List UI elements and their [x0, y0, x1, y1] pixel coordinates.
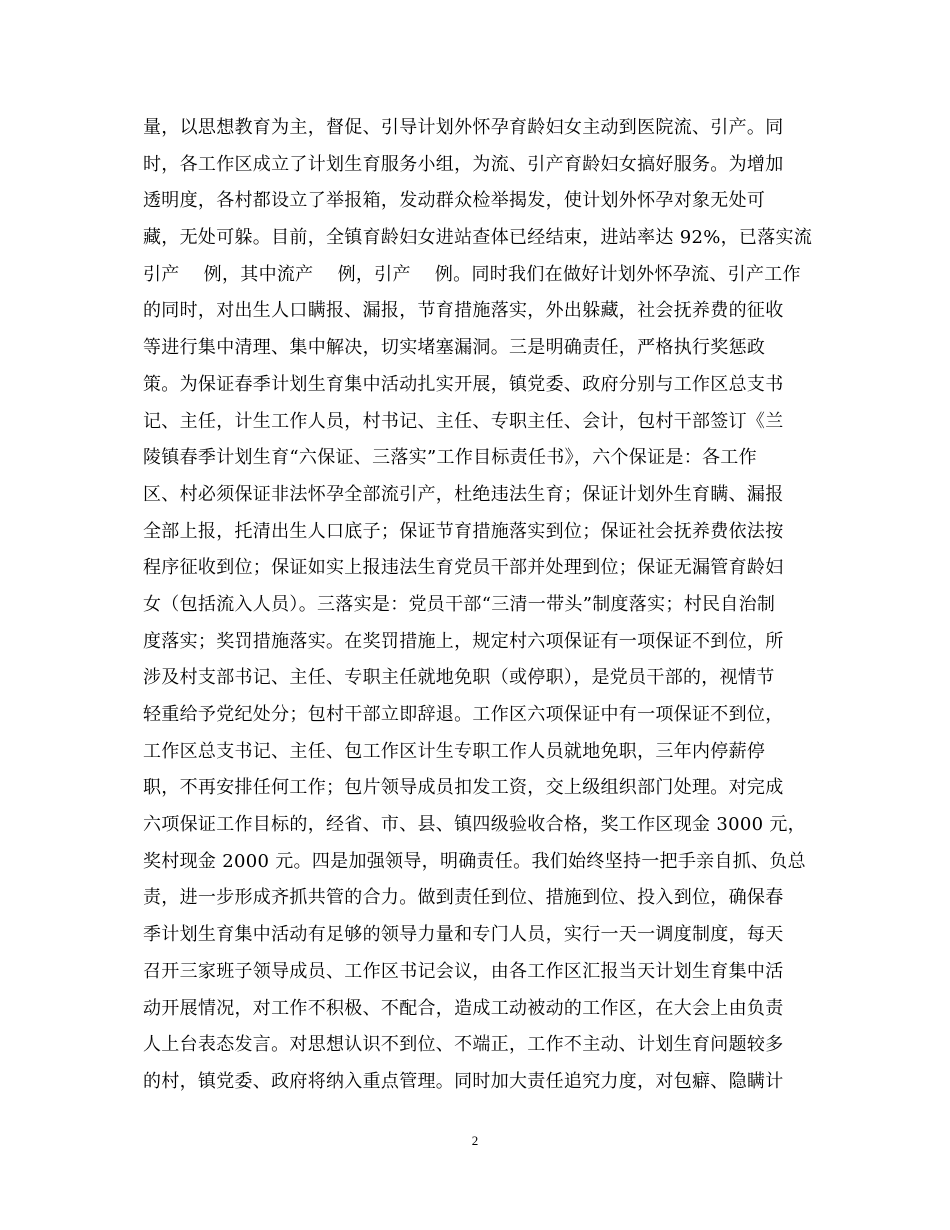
text-line: 陵镇春季计划生育“六保证、三落实”工作目标责任书》，六个保证是：各工作 [143, 447, 757, 469]
text-line: 度落实；奖罚措施落实。在奖罚措施上，规定村六项保证有一项保证不到位，所 [143, 630, 784, 652]
text-line: 等进行集中清理、集中解决，切实堵塞漏洞。三是明确责任，严格执行奖惩政 [143, 337, 766, 359]
text-line: 召开三家班子领导成员、工作区书记会议，由各工作区汇报当天计划生育集中活 [143, 960, 784, 982]
text-line: 工作区总支书记、主任、包工作区计生专职工作人员就地免职，三年内停薪停 [143, 740, 766, 762]
text-line: 女（包括流入人员）。三落实是：党员干部“三清一带头”制度落实；村民自治制 [143, 593, 776, 615]
text-line: 职，不再安排任何工作；包片领导成员扣发工资，交上级组织部门处理。对完成 [143, 777, 784, 799]
text-line: 全部上报，托清出生人口底子；保证节育措施落实到位；保证社会抚养费依法按 [143, 520, 784, 542]
text-line: 时，各工作区成立了计划生育服务小组，为流、引产育龄妇女搞好服务。为增加 [143, 153, 784, 175]
body-text [143, 110, 823, 1101]
text-line: 动开展情况，对工作不积极、不配合，造成工动被动的工作区，在大会上由负责 [143, 997, 784, 1019]
text-line: 奖村现金 2000 元。四是加强领导，明确责任。我们始终坚持一把手亲自抓、负总 [143, 850, 806, 872]
text-line: 六项保证工作目标的，经省、市、县、镇四级验收合格，奖工作区现金 3000 元， [143, 814, 806, 836]
text-line: 区、村必须保证非法怀孕全部流引产，杜绝违法生育；保证计划外生育瞒、漏报 [143, 483, 784, 505]
text-line: 程序征收到位；保证如实上报违法生育党员干部并处理到位；保证无漏管育龄妇 [143, 557, 784, 579]
page-number: 2 [471, 1133, 479, 1148]
text-line: 轻重给予党纪处分；包村干部立即辞退。工作区六项保证中有一项保证不到位， [143, 704, 784, 725]
text-line: 人上台表态发言。对思想认识不到位、不端正，工作不主动、计划生育问题较多 [143, 1034, 784, 1056]
text-line: 的村，镇党委、政府将纳入重点管理。同时加大责任追究力度，对包癖、隐瞒计 [143, 1070, 784, 1092]
text-line: 量，以思想教育为主，督促、引导计划外怀孕育龄妇女主动到医院流、引产。同 [143, 117, 784, 138]
text-line: 藏，无处可躲。目前，全镇育龄妇女进站查体已经结束，进站率达 92%，已落实流 [143, 227, 813, 249]
text-line: 透明度，各村都设立了举报箱，发动群众检举揭发，使计划外怀孕对象无处可 [143, 190, 766, 212]
text-line: 涉及村支部书记、主任、专职主任就地免职（或停职），是党员干部的，视情节 [143, 667, 775, 689]
text-line: 引产 例，其中流产 例，引产 例。同时我们在做好计划外怀孕流、引产工作 [143, 263, 801, 285]
text-line: 季计划生育集中活动有足够的领导力量和专门人员，实行一天一调度制度，每天 [143, 924, 784, 946]
text-line: 的同时，对出生人口瞒报、漏报，节育措施落实，外出躲藏，社会抚养费的征收 [143, 300, 784, 322]
text-line: 策。为保证春季计划生育集中活动扎实开展，镇党委、政府分别与工作区总支书 [143, 373, 784, 395]
text-line: 责，进一步形成齐抓共管的合力。做到责任到位、措施到位、投入到位，确保春 [143, 887, 784, 909]
text-line: 记、主任，计生工作人员，村书记、主任、专职主任、会计，包村干部签订《兰 [143, 410, 784, 432]
